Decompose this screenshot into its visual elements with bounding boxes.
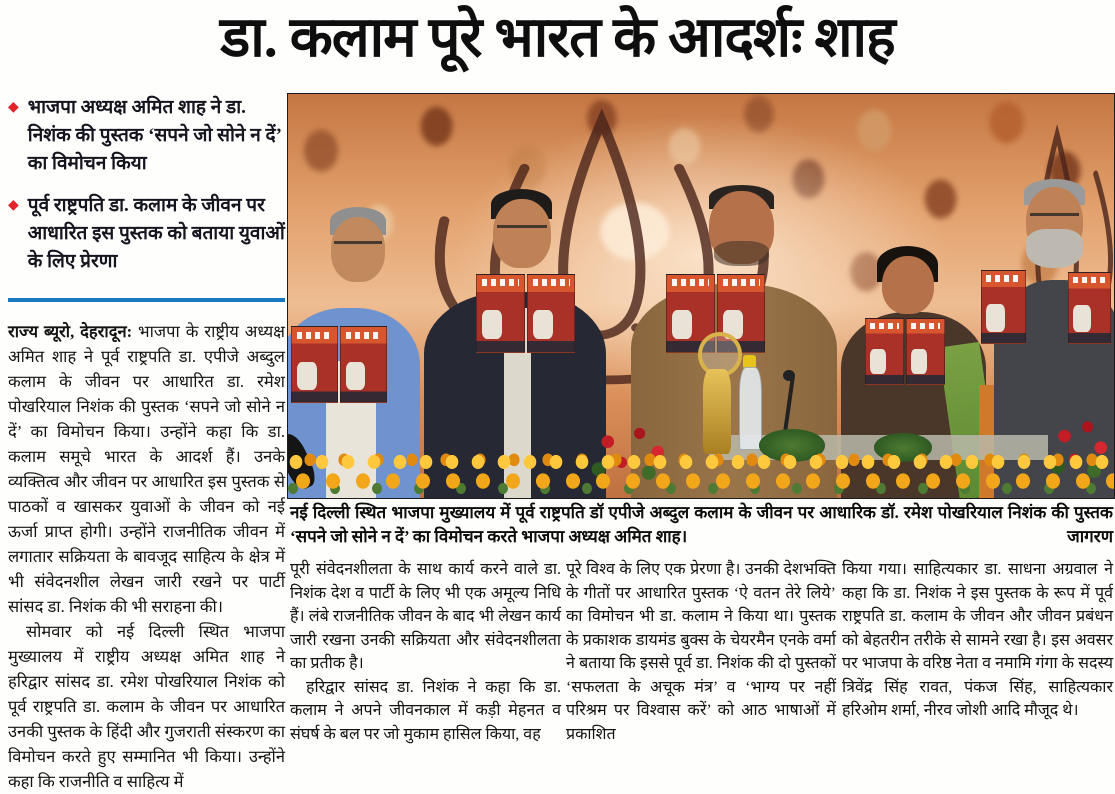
article-column-4	[842, 558, 1113, 723]
book-cover	[340, 326, 387, 403]
person-1-head	[331, 217, 386, 282]
article-paragraph: पूरी संवेदनशीलता के साथ कार्य करने वाले डा. निशंक देश व पार्टी के लिए भी एक अमूल्य निधि हैं। लंबे राजनीतिक जीवन के बाद भी लेखन कार्य जारी रखना उनकी सक्रियता और संवेदनशीलता का प्रतीक है।	[290, 561, 561, 672]
blue-section-divider	[8, 298, 285, 302]
article-column-3	[566, 558, 836, 746]
book-cover	[1068, 272, 1111, 345]
photo-credit: जागरण	[1067, 527, 1113, 546]
marigold-garland	[288, 445, 1114, 498]
book-cover	[906, 318, 945, 385]
person-5-books	[981, 270, 1026, 345]
news-photo	[287, 93, 1115, 499]
person-1-glasses-icon	[334, 241, 382, 244]
caption-text: नई दिल्ली स्थित भाजपा मुख्यालय में पूर्व राष्ट्रपति डॉ एपीजे अब्दुल कलाम के जीवन पर आधारिक डॉ. रमेश पोखरियाल निशंक की पुस्तक ‘सपने जो सोने न दें’ का विमोचन करते भाजपा अध्यक्ष अमित शाह।	[290, 503, 1113, 546]
dateline: राज्य ब्यूरो, देहरादून:	[8, 322, 133, 341]
person-2-head	[493, 199, 551, 268]
article-paragraph: सोमवार को नई दिल्ली स्थित भाजपा मुख्यालय में राष्ट्रीय अध्यक्ष अमित शाह ने हरिद्वार सांसद डा. रमेश पोखरियाल निशंक को पूर्व राष्ट्रपति डा. कलाम के जीवन पर आधारित उनकी पुस्तक के हिंदी और गुजराती संस्करण का विमोचन करते हुए सम्मानित भी किया। उन्होंने कहा कि राजनीति व साहित्य में	[8, 622, 285, 791]
book-cover	[527, 274, 576, 353]
bullet-diamond-icon: ◆	[8, 198, 19, 213]
photo-caption	[290, 501, 1113, 549]
person-3-beard	[714, 241, 769, 265]
person-2-books	[476, 274, 575, 353]
person-2-glasses-icon	[497, 225, 547, 228]
article-paragraph	[8, 319, 285, 619]
article-text: भाजपा के राष्ट्रीय अध्यक्ष अमित शाह ने पूर्व राष्ट्रपति डा. एपीजे अब्दुल कलाम के जीवन पर आधारित डा. रमेश पोखरियाल निशंक की पुस्तक ‘सपने जो सोने न दें’ का विमोचन किया। उन्होंने कहा कि डा. कलाम समूचे भारत के आदर्श हैं। उनके व्यक्तित्व और जीवन पर आधारित इस पुस्तक से पाठकों व खासकर युवाओं के जीवन को नई ऊर्जा प्राप्त होगी। उन्होंने राजनीतिक जीवन में लगातार सक्रियता के बावजूद साहित्य के क्षेत्र में भी संवेदनशील लेखन जारी रखने पर पार्टी सांसद डा. निशंक की भी सराहना की।	[8, 322, 285, 616]
highlight-item	[8, 192, 285, 276]
highlight-list	[8, 94, 285, 276]
microphone-head-icon	[783, 370, 795, 381]
highlight-item	[8, 94, 285, 178]
book-cover	[476, 274, 525, 353]
person-5-beard	[1026, 229, 1082, 267]
left-column	[8, 94, 285, 794]
trophy	[703, 369, 731, 454]
book-cover	[865, 318, 904, 385]
person-4-head	[882, 256, 934, 315]
article-paragraph: हरिद्वार सांसद डा. निशंक ने कहा कि डा. कलाम ने अपने जीवनकाल में कड़ी मेहनत व संघर्ष के बल पर जो मुकाम हासिल किया, वह	[290, 678, 561, 743]
article-paragraph: किया गया। साहित्यकार डा. साधना अग्रवाल ने कहा कि डा. निशंक ने इस पुस्तक के रूप में पूर्व राष्ट्रपति डा. कलाम के जीवन और जीवन प्रबंधन को बेहतरीन तरीके से सामने रखा है। इस अवसर पर भाजपा के वरिष्ठ नेता व नमामि गंगा के सदस्य त्रिवेंद्र सिंह रावत, पंकज सिंह, साहित्यकार हरिओम शर्मा, नीरव जोशी आदि मौजूद थे।	[842, 561, 1113, 719]
book-cover	[981, 270, 1026, 345]
person-5-books	[1068, 272, 1111, 345]
article-paragraph: पूरे विश्व के लिए एक प्रेरणा है। उनकी देशभक्ति के गीतों पर आधारित पुस्तक ‘ऐ वतन तेरे लिये’ का विमोचन भी डा. कलाम ने किया था। पुस्तक के प्रकाशक डायमंड बुक्स के चेयरमैन एनके वर्मा ने बताया कि इससे पूर्व डा. निशंक की दो पुस्तकों ‘सफलता के अचूक मंत्र’ व ‘भाग्य पर नहीं परिश्रम पर विश्वास करें’ को आठ भाषाओं में प्रकाशित	[566, 561, 836, 743]
water-bottle	[739, 367, 762, 450]
page-headline: डा. कलाम पूरे भारत के आदर्शः शाह	[220, 7, 895, 69]
book-cover	[291, 326, 338, 403]
person-4-books	[865, 318, 944, 385]
person-5-glasses-icon	[1030, 213, 1080, 216]
bullet-diamond-icon: ◆	[8, 100, 19, 115]
person-1-books	[291, 326, 387, 403]
article-column-2	[290, 558, 561, 746]
highlight-text: पूर्व राष्ट्रपति डा. कलाम के जीवन पर आधारित इस पुस्तक को बताया युवाओं के लिए प्रेरणा	[27, 195, 285, 272]
highlight-text: भाजपा अध्यक्ष अमित शाह ने डा. निशंक की पुस्तक ‘सपने जो सोने न दें’ का विमोचन किया	[27, 97, 282, 174]
